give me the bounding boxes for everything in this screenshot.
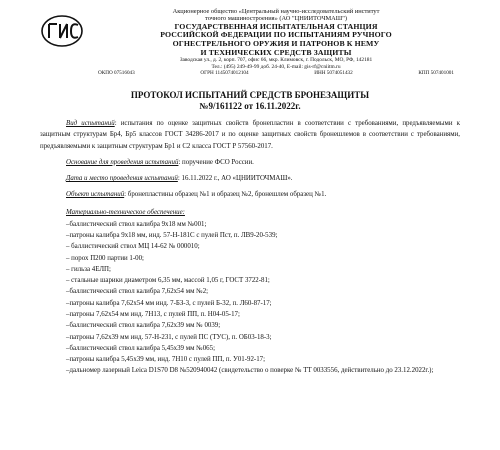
address-line: Заводская ул., д. 2, корп. 707, офис 66, мкр. Климовск, г. Подольск, МО, РФ, 142181 (179, 57, 373, 64)
gis-logo-icon (40, 14, 84, 48)
contact-line: Тел.: (495) 249-49-99 доб. 24-40, E-mail: gis-rf@cniitm.ru (211, 63, 341, 70)
list-item: –патроны калибра 5,45х39 мм, инд. 7Н10 с пулей ПП, п. У01-92-17; (66, 356, 266, 364)
test-type-paragraph (40, 118, 460, 152)
list-item: –патроны 7,62х54 мм инд. 7Н13, с пулей ПП, п. Н04-05-17; (66, 311, 240, 318)
ogrn-code: ОГРН 1145074012104 (200, 70, 249, 76)
station-name-line: И ТЕХНИЧЕСКИХ СРЕДСТВ ЗАЩИТЫ (200, 47, 352, 57)
list-item: –баллистический ствол калибра 5,45х39 мм №065; (66, 344, 215, 352)
date-paragraph (40, 173, 460, 184)
object-paragraph (40, 189, 460, 200)
inn-code: ИНН 5074051432 (314, 70, 353, 76)
material-section-heading: Материально-техническое обеспечение: (66, 209, 185, 217)
basis-paragraph (40, 157, 460, 168)
list-item: –патроны калибра 9х18 мм, инд. 57-Н-181С с пулей Пст, п. ЛВ9-20-539; (66, 231, 278, 239)
test-type-label: Вид испытаний (66, 120, 115, 128)
station-name-line: ОГНЕСТРЕЛЬНОГО ОРУЖИЯ И ПАТРОНОВ К НЕМУ (172, 39, 380, 48)
list-item: –патроны калибра 7,62х54 мм инд. 7-БЗ-3, с пулей Б-32, п. Л60-87-17; (66, 299, 272, 307)
registration-codes (92, 70, 460, 76)
basis-text: : поручение ФСО России. (178, 158, 254, 166)
list-item: –баллистический ствол калибра 9х18 мм №001; (66, 220, 207, 228)
material-list (40, 219, 460, 377)
station-name-line: РОССИЙСКОЙ ФЕДЕРАЦИИ ПО ИСПЫТАНИЯМ РУЧНОГО (160, 30, 392, 40)
letterhead (40, 8, 460, 76)
list-item: –баллистический ствол калибра 7,62х54 мм №2; (66, 288, 209, 296)
date-text: : 16.11.2022 г., АО «ЦНИИТОЧМАШ». (177, 175, 293, 183)
basis-label: Основание для проведения испытаний (66, 158, 179, 166)
date-label: Дата и место проведения испытаний (66, 175, 178, 183)
org-name-line: точного машиностроения» (АО "ЦНИИТОЧМАШ") (205, 15, 347, 23)
object-label: Объект испытаний (66, 191, 125, 199)
org-name-line: Акционерное общество «Центральный научно-исследовательский институт (172, 8, 380, 15)
list-item: – гильза 4ЕЛП; (66, 265, 111, 273)
letterhead-text (92, 8, 460, 76)
list-item: –баллистический ствол калибра 7,62х39 мм № 0039; (66, 322, 221, 330)
list-item: – стальные шарики диаметром 6,35 мм, массой 1,05 г, ГОСТ 3722-81; (66, 277, 270, 285)
protocol-number: №9/161122 от 16.11.2022г. (199, 100, 301, 111)
kpp-code: КПП 507401001 (418, 70, 454, 76)
list-item: – баллистический ствол МЦ 14-62 № 000010; (66, 243, 200, 251)
okpo-code: ОКПО 07516043 (98, 70, 135, 76)
list-item: –патроны 7,62х39 мм инд. 57-Н-231, с пулей ПС (ТУС), п. ОБ03-18-3; (66, 333, 272, 341)
test-type-text: : испытания по оценке защитных свойств бронепластин в соответствии с требованиями, предъявляемыми к защитным структурам Бр4, Бр5 классов ГОСТ 34286-2017 и по оценке защитных свойств бронешлемов в соответствии с требованиями, предъявляемыми к защитным структурам Бр1 и С2 класса ГОСТ Р 57560-2017. (40, 120, 460, 150)
station-name-line: ГОСУДАРСТВЕННАЯ ИСПЫТАТЕЛЬНАЯ СТАНЦИЯ (174, 21, 378, 31)
protocol-title (40, 90, 460, 111)
list-item: –дальномер лазерный Leica D1S70 D8 №520940042 (свидетельство о поверке № ТТ 0033556, действительно до 23.12.2022г.); (66, 367, 434, 375)
list-item: – порох П200 партии 1-00; (66, 254, 144, 262)
object-text: : бронепластины образец №1 и образец №2, бронешлем образец №1. (124, 191, 327, 199)
protocol-title-line: ПРОТОКОЛ ИСПЫТАНИЙ СРЕДСТВ БРОНЕЗАЩИТЫ (130, 90, 370, 101)
